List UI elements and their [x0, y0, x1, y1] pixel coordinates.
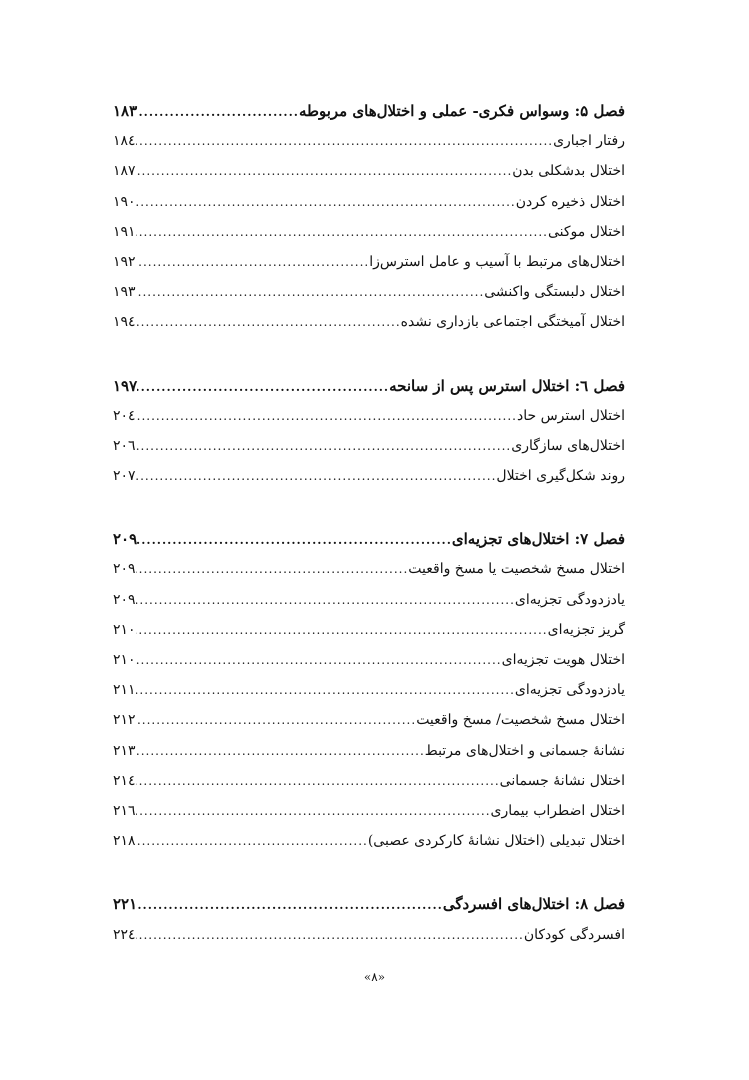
toc-entry-page: ۱۸۷: [113, 163, 136, 180]
dot-leader: [136, 277, 485, 307]
dot-leader: [136, 461, 497, 491]
chapter-heading-page: ۲۲۱: [113, 895, 138, 914]
toc-entry-title: اختلال نشانهٔ جسمانی: [499, 772, 625, 789]
toc-entry-title: افسردگی کودکان: [523, 926, 625, 943]
dot-leader: [136, 307, 401, 337]
toc-entry: [113, 156, 625, 186]
table-of-contents: [113, 96, 625, 983]
chapter-heading: [113, 96, 625, 126]
toc-entry: [113, 826, 625, 856]
toc-entry-title: اختلال اضطراب بیماری: [490, 802, 625, 819]
toc-entry-title: اختلال مسخ شخصیت/ مسخ واقعیت: [416, 712, 625, 729]
dot-leader: [136, 705, 417, 735]
toc-entry-page: ۲۱٤: [113, 772, 136, 789]
toc-entry-title: اختلال بدشکلی بدن: [512, 163, 625, 180]
toc-entry-title: اختلال هویت تجزیه‌ای: [501, 652, 625, 668]
toc-entry: [113, 675, 625, 705]
toc-entry-page: ۲۱۰: [113, 621, 136, 638]
toc-entry-title: اختلال استرس حاد: [516, 407, 625, 424]
chapter-heading: [113, 524, 625, 554]
dot-leader: [136, 826, 368, 856]
dot-leader: [137, 372, 389, 402]
toc-entry-page: ۲۲٤: [113, 926, 136, 943]
toc-entry-title: اختلال موکنی: [547, 223, 625, 240]
chapter-heading-title: فصل ٦: اختلال استرس پس از سانحه: [389, 376, 625, 395]
toc-entry-title: اختلال آمیختگی اجتماعی بازداری نشده: [400, 314, 625, 331]
toc-entry-title: یادزدودگی تجزیه‌ای: [514, 682, 625, 699]
toc-entry-title: اختلال ذخیره کردن: [515, 193, 625, 210]
chapter-heading-title: فصل ۸: اختلال‌های افسردگی: [442, 895, 625, 914]
dot-leader: [136, 554, 409, 584]
toc-entry: [113, 217, 625, 247]
dot-leader: [136, 920, 524, 950]
toc-entry-page: ۲۱۰: [113, 652, 136, 668]
toc-section: [113, 889, 625, 949]
toc-entry-page: ۱۹۰: [113, 193, 136, 210]
toc-entry: [113, 401, 625, 431]
chapter-heading: [113, 889, 625, 919]
toc-entry: [113, 307, 625, 337]
chapter-heading-title: فصل ۷: اختلال‌های تجزیه‌ای: [451, 530, 625, 549]
dot-leader: [136, 645, 502, 675]
toc-entry-title: رفتار اجباری: [553, 133, 625, 150]
toc-entry-title: اختلال‌های مرتبط با آسیب و عامل استرس‌زا: [369, 253, 625, 270]
toc-entry-title: اختلال دلبستگی واکنشی: [484, 284, 625, 301]
toc-entry-page: ۲۰٦: [113, 437, 136, 454]
toc-entry-title: روند شکل‌گیری اختلال: [496, 468, 625, 485]
dot-leader: [136, 736, 425, 766]
toc-entry: [113, 736, 625, 766]
toc-entry: [113, 247, 625, 277]
toc-entry: [113, 766, 625, 796]
toc-entry-title: اختلال مسخ شخصیت یا مسخ واقعیت: [408, 561, 625, 578]
chapter-heading-page: ۱۹۷: [113, 376, 138, 395]
toc-entry: [113, 187, 625, 217]
toc-entry-page: ۱۹٤: [113, 314, 136, 331]
toc-entry-page: ۲۰٤: [113, 407, 136, 424]
toc-entry-title: نشانهٔ جسمانی و اختلال‌های مرتبط: [424, 742, 625, 759]
toc-entry-title: گریز تجزیه‌ای: [547, 621, 625, 638]
dot-leader: [136, 766, 500, 796]
toc-entry-page: ۲۱٦: [113, 802, 136, 819]
toc-entry: [113, 796, 625, 826]
toc-section: [113, 96, 625, 338]
chapter-heading-title: فصل ۵: وسواس فکری- عملی و اختلال‌های مربوطه: [298, 102, 625, 120]
dot-leader: [137, 525, 452, 555]
dot-leader: [136, 615, 548, 645]
toc-entry: [113, 705, 625, 735]
toc-entry: [113, 554, 625, 584]
dot-leader: [136, 585, 515, 615]
toc-entry: [113, 645, 625, 675]
toc-entry: [113, 431, 625, 461]
toc-entry: [113, 277, 625, 307]
toc-entry-page: ۲۱۱: [113, 682, 136, 699]
dot-leader: [136, 217, 548, 247]
chapter-heading-page: ۱۸۳: [113, 102, 138, 120]
dot-leader: [136, 796, 491, 826]
toc-entry-page: ۲۱۳: [113, 742, 136, 759]
toc-entry: [113, 920, 625, 950]
toc-entry-page: ۲۰۹: [113, 561, 136, 578]
dot-leader: [136, 431, 512, 461]
dot-leader: [136, 187, 516, 217]
dot-leader: [137, 890, 443, 920]
chapter-heading-page: ۲۰۹: [113, 530, 138, 549]
toc-entry: [113, 126, 625, 156]
toc-entry: [113, 585, 625, 615]
dot-leader: [136, 126, 554, 156]
dot-leader: [136, 247, 370, 277]
toc-entry: [113, 461, 625, 491]
page-number: «۸»: [363, 970, 386, 984]
toc-entry-page: ۲۱۲: [113, 712, 136, 729]
toc-entry-page: ۲۱۸: [113, 833, 136, 850]
toc-entry-page: ۱۹۲: [113, 253, 136, 270]
toc-entry-title: یادزدودگی تجزیه‌ای: [514, 591, 625, 608]
chapter-heading: [113, 371, 625, 401]
toc-entry-page: ۱۹۳: [113, 284, 136, 301]
toc-section: [113, 524, 625, 856]
dot-leader: [137, 97, 299, 127]
dot-leader: [136, 675, 515, 705]
toc-entry: [113, 615, 625, 645]
toc-entry-page: ۱۸٤: [113, 133, 136, 150]
dot-leader: [136, 401, 517, 431]
toc-entry-page: ۲۰۹: [113, 591, 136, 608]
toc-entry-title: اختلال تبدیلی (اختلال نشانهٔ کارکردی عصبی): [367, 833, 625, 850]
toc-entry-title: اختلال‌های سازگاری: [511, 437, 625, 454]
toc-section: [113, 371, 625, 492]
dot-leader: [136, 156, 513, 186]
toc-entry-page: ۱۹۱: [113, 223, 136, 240]
toc-entry-page: ۲۰۷: [113, 468, 136, 485]
